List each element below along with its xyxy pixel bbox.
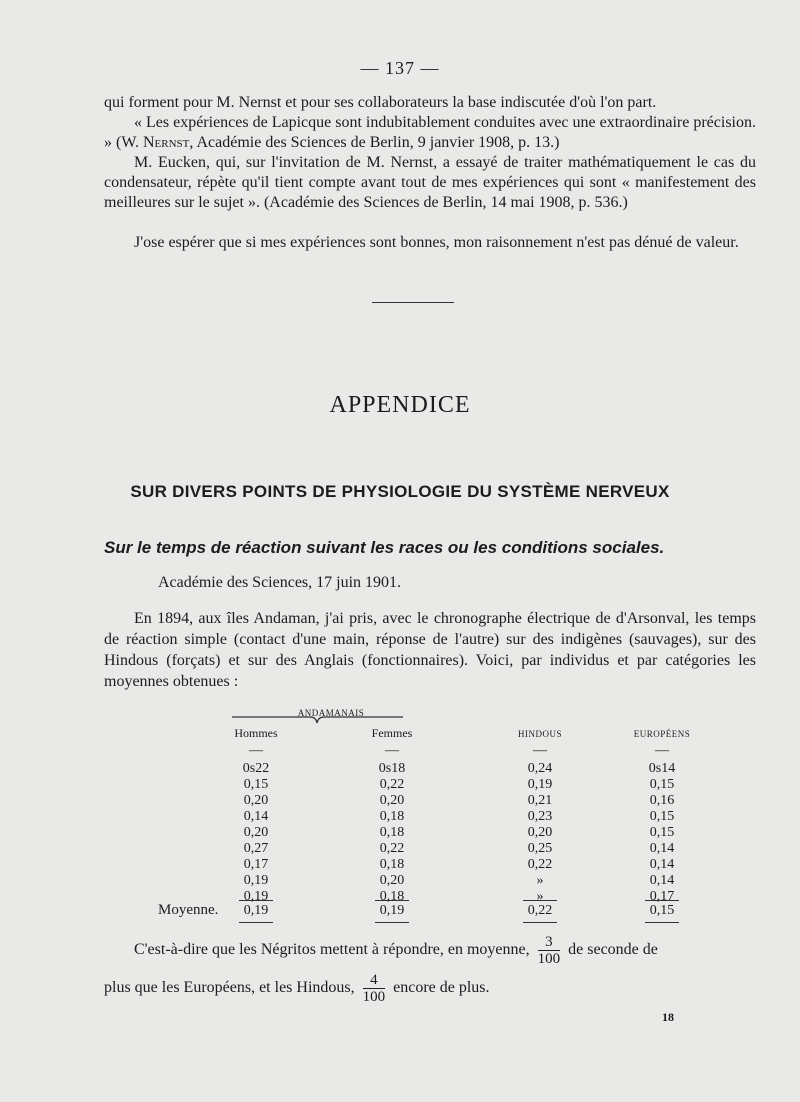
table-cell-hommes: 0,27 [243, 841, 269, 856]
appendix-title: APPENDICE [329, 392, 471, 418]
sum-line [645, 922, 679, 923]
header-dash: — [533, 743, 547, 758]
conclusion-text-end: de seconde de [568, 941, 658, 959]
table-cell-europeens: 0,14 [649, 873, 675, 888]
body-paragraph: En 1894, aux îles Andaman, j'ai pris, avec le chronographe électrique de d'Arsonval, les temps de réaction simple (contact d'une main, réponse de l'autre) sur des indigènes (sauvages), sur des Hindous (forçats) et sur des Anglais (fonctionnaires). Voici, par individus et par catégories les moyennes obtenues : [104, 610, 756, 690]
sum-line [523, 922, 557, 923]
page-number: — 137 — [360, 58, 440, 78]
average-hindous: 0,22 [527, 903, 553, 918]
intro-paragraph-4: J'ose espérer que si mes expériences sont bonnes, mon raisonnement n'est pas dénué de valeur. [134, 234, 739, 251]
fraction-four-hundredths [363, 972, 386, 1005]
section-title: SUR DIVERS POINTS DE PHYSIOLOGIE DU SYSTÈME NERVEUX [130, 482, 670, 501]
sum-line [375, 922, 409, 923]
conclusion-text-start: plus que les Européens, et les Hindous, [104, 979, 355, 997]
group-label-andamanais: ANDAMANAIS [297, 708, 365, 718]
average-hommes: 0,19 [243, 903, 269, 918]
section-divider [372, 302, 454, 303]
table-cell-europeens: 0,14 [649, 857, 675, 872]
table-cell-hindous: 0,20 [527, 825, 553, 840]
table-cell-femmes: 0,20 [379, 793, 405, 808]
header-hindous: HINDOUS [518, 729, 562, 739]
conclusion-text-end: encore de plus. [393, 979, 490, 997]
header-dash: — [249, 743, 263, 758]
sum-line [645, 900, 679, 901]
table-cell-europeens: 0,15 [649, 777, 675, 792]
header-femmes: Femmes [371, 726, 413, 740]
sum-line [239, 922, 273, 923]
table-cell-hommes: 0,15 [243, 777, 269, 792]
academy-reference: Académie des Sciences, 17 juin 1901. [158, 574, 402, 591]
table-cell-europeens: 0,16 [649, 793, 675, 808]
table-cell-hommes: 0,20 [243, 793, 269, 808]
conclusion-text-start: C'est-à-dire que les Négritos mettent à répondre, en moyenne, [134, 941, 530, 959]
table-cell-hommes: 0,14 [243, 809, 269, 824]
conclusion-line-1 [104, 934, 756, 967]
intro-paragraph-2 [104, 113, 756, 153]
table-cell-femmes: 0,18 [379, 889, 405, 904]
group-brace [230, 715, 405, 725]
table-cell-europeens: 0,15 [649, 825, 675, 840]
intro-paragraph-1: qui forment pour M. Nernst et pour ses collaborateurs la base indiscutée d'où l'on part. [104, 94, 657, 111]
table-cell-femmes: 0s18 [378, 761, 406, 776]
table-cell-hindous: 0,24 [527, 761, 553, 776]
table-cell-femmes: 0,22 [379, 777, 405, 792]
conclusion-line-2 [104, 972, 756, 1005]
fraction-denominator: 100 [537, 951, 561, 967]
table-cell-hindous: 0,21 [527, 793, 553, 808]
sum-line [239, 900, 273, 901]
table-cell-europeens: 0,14 [649, 841, 675, 856]
table-cell-hommes: 0,19 [243, 873, 269, 888]
table-cell-femmes: 0,18 [379, 809, 405, 824]
fraction-numerator: 3 [538, 934, 561, 951]
table-cell-femmes: 0,22 [379, 841, 405, 856]
table-cell-hindous: » [536, 873, 544, 888]
header-hommes: Hommes [234, 726, 278, 740]
citation-text: , Académie des Sciences de Berlin, 9 janvier 1908, p. 13.) [189, 134, 560, 151]
table-cell-europeens: 0,15 [649, 809, 675, 824]
average-label: Moyenne. [158, 902, 219, 918]
sum-line [523, 900, 557, 901]
quote-text: « Les expériences de Lapicque sont indubitablement conduites avec une extraordinaire précision. » (W. [104, 114, 756, 151]
fraction-numerator: 4 [363, 972, 386, 989]
table-cell-hommes: 0,17 [243, 857, 269, 872]
average-femmes: 0,19 [379, 903, 405, 918]
table-cell-hindous: » [536, 889, 544, 904]
average-europeens: 0,15 [649, 903, 675, 918]
table-cell-hommes: 0,19 [243, 889, 269, 904]
table-cell-hindous: 0,23 [527, 809, 553, 824]
section-subtitle: Sur le temps de réaction suivant les races ou les conditions sociales. [104, 538, 665, 557]
table-cell-hindous: 0,22 [527, 857, 553, 872]
signature-number: 18 [662, 1010, 674, 1024]
header-dash: — [385, 743, 399, 758]
table-cell-europeens: 0,17 [649, 889, 675, 904]
sum-line [375, 900, 409, 901]
table-cell-hommes: 0,20 [243, 825, 269, 840]
table-cell-femmes: 0,20 [379, 873, 405, 888]
table-cell-femmes: 0,18 [379, 825, 405, 840]
header-dash: — [655, 743, 669, 758]
table-cell-femmes: 0,18 [379, 857, 405, 872]
table-cell-hindous: 0,19 [527, 777, 553, 792]
table-cell-hommes: 0s22 [242, 761, 270, 776]
table-cell-europeens: 0s14 [648, 761, 676, 776]
author-name: Nernst [142, 134, 190, 151]
header-europeens: EUROPÉENS [633, 729, 691, 739]
table-cell-hindous: 0,25 [527, 841, 553, 856]
fraction-three-hundredths [538, 934, 561, 967]
intro-paragraph-3: M. Eucken, qui, sur l'invitation de M. Nernst, a essayé de traiter mathématiquement le cas du condensateur, répète qu'il tient compte avant tout de mes expériences qui sont « manifestement des meilleures sur le sujet ». (Académie des Sciences de Berlin, 14 mai 1908, p. 536.) [104, 154, 756, 211]
fraction-denominator: 100 [362, 989, 386, 1005]
